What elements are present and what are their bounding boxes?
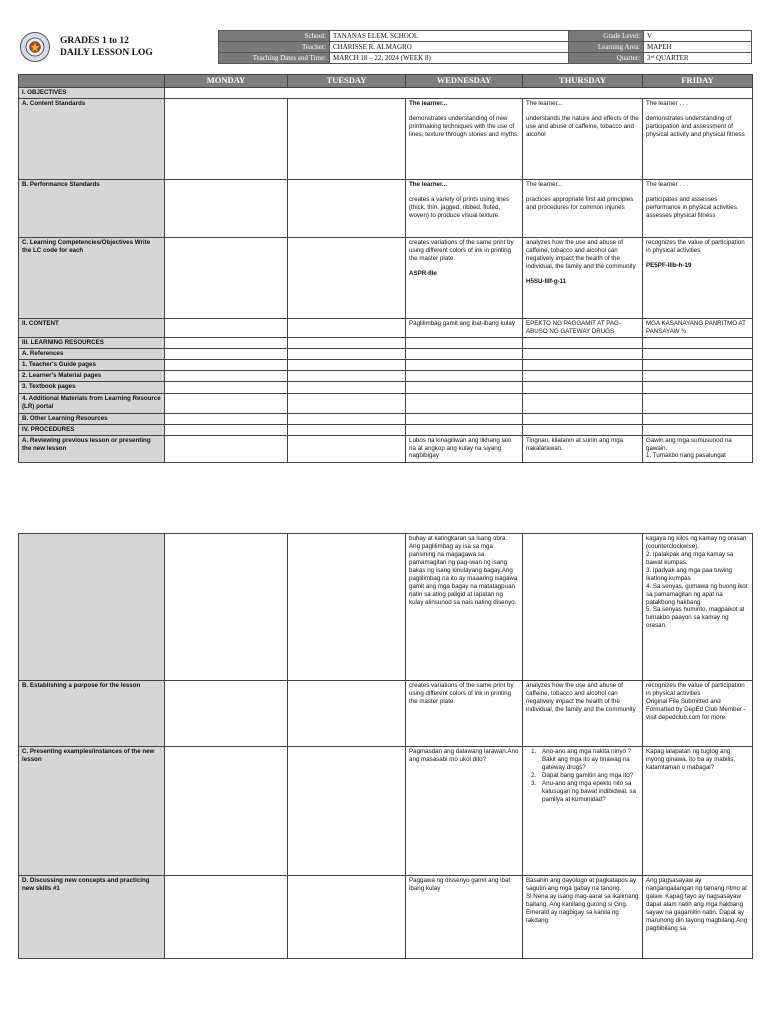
cell-thu [523,747,643,876]
teacher-label: Teacher: [219,42,330,53]
objectives-row [19,88,753,99]
cell-mon [165,435,288,462]
lc-thu-code: H5SU-IIIf-g-11 [526,277,567,285]
day-monday: MONDAY [165,75,288,88]
ps-fri-head: The learner . . . [646,180,688,188]
examples-fri: Kapag ialapatan ng tugtog ang inyong ginawa, ito ba ay mabilis, katamtaman o mabagal? [643,747,753,876]
examples-row [19,747,753,876]
ps-wed-text: creates a variety of prints using lines (thick, thin, jagged, ribbed, fluted, woven) to produce visual texture. [409,195,510,219]
content-wed: Paglilimbag gamit ang ibat-ibang kulay [406,318,523,337]
lc-fri-text: recognizes the value of participation in physical activities [646,238,745,254]
cell-thu [523,876,643,959]
day-friday: FRIDAY [643,75,753,88]
references-row [19,348,753,359]
procedures-row [19,424,753,435]
learners-material-row [19,370,753,381]
content-fri: MGA KASANAYANG PANRITMO AT PANSAYAW ¾ [643,318,753,337]
cell-tue [288,318,406,337]
cell-mon [165,318,288,337]
examples-wed: Pagmasdan ang dalawang larawan.Ano ang masasabi mo ukol dito? [406,747,523,876]
reviewing-label: A. Reviewing previous lesson or presenting the new lesson [19,435,165,462]
cell-mon [165,681,288,747]
reviewing-cont-fri-c: 3. Ipadyak ang mga paa tuwing ikatlong kumpas [646,566,732,582]
reviewing-wed: Lubos na kinagiliwan ang likhang lalo na at angkop ang kulay na siyang nagbibigay [406,435,523,462]
cs-thu-text: understands the nature and effects of the use and abuse of caffeine, tobacco and alcohol [526,114,639,138]
objectives-span [165,88,753,99]
textbook-row [19,381,753,393]
corner-cell [19,75,165,88]
reviewing-cont-fri-d: 4. Sa senyas, gumawa ng buong ikot sa pamamagitan ng apat na patakbong hakbang [646,582,748,606]
page-title [60,35,153,59]
purpose-row [19,681,753,747]
objectives-label: I. OBJECTIVES [19,88,165,99]
reviewing-cont-label [19,534,165,681]
content-thu: EPEKTO NG PAGGAMIT AT PAG-ABUSO NG GATEWAY DRUGS [523,318,643,337]
content-label: II. CONTENT [19,318,165,337]
examples-label: C. Presenting examples/instances of the new lesson [19,747,165,876]
performance-standards-row [19,179,753,237]
content-standards-row [19,98,753,179]
cell-tue [288,179,406,237]
title-line-2: DAILY LESSON LOG [60,48,153,58]
ps-wed-head: The learner... [409,180,448,188]
cell-wed [406,237,523,318]
quarter-label: Quarter: [569,53,644,64]
seal-emblem-icon [24,36,46,58]
discussing-label: D. Discussing new concepts and practicing new skills #1 [19,876,165,959]
header-info-table [218,30,752,64]
cell-mon [165,237,288,318]
reviewing-row [19,435,753,462]
performance-standards-label: B. Performance Standards [19,179,165,237]
competencies-label: C. Learning Competencies/Objectives Write the LC code for each [19,237,165,318]
cell-thu [523,534,643,681]
reviewing-cont-row [19,534,753,681]
discussing-fri: Ang pagsasayaw ay nangangailangan ng tamang ritmo at galaw. Kapag tayo ay nagsasayaw dapat alam natin ang mga hakbang sayaw na gagamitin natin. Dapat ay marunong din tayong magbilang.Ang pagbibilang sa [643,876,753,959]
ps-thu-text: practices appropriate first aid principles and procedures for common injuries [526,195,634,211]
cell-wed [406,98,523,179]
cell-mon [165,98,288,179]
learning-resources-row [19,337,753,348]
cell-tue [288,747,406,876]
grade-label: Grade Level: [569,31,644,42]
discussing-row [19,876,753,959]
teacher-value: CHARISSE R. ALMAGRO [330,42,569,53]
content-row [19,318,753,337]
references-label: A. References [19,348,165,359]
reviewing-cont-fri-b: 2. Ipalakpak ang mga kamay sa bawat kumpas. [646,550,734,566]
title-line-1: GRADES 1 to 12 [60,36,129,46]
ps-thu-head: The learner... [526,180,563,188]
dates-label: Teaching Dates and Time: [219,53,330,64]
list-item: 1. Ano-ano ang mga nakita ninyo ? Bakit ang mga ito ay tinawag na gateway drugs? [538,748,639,772]
reviewing-cont-fri-e: 5. Sa senyas huminto, magpaikot at tumakbo paayon sa kamay ng orasan. [646,606,745,630]
lc-thu-text: analyzes how the use and abuse of caffeine, tobacco and alcohol can negatively impact the health of the individual, the family and the community [526,238,636,270]
ps-fri-text-2: assesses physical fitness [646,211,716,219]
area-value: MAPEH [644,42,752,53]
reviewing-fri: Gawin ang mga sumusunod na gawain. [646,436,732,452]
day-header-row [19,75,753,88]
reviewing-fri-item1: 1. Tumakbo nang pasalungat [646,452,726,460]
competencies-row [19,237,753,318]
reviewing-cont-wed: buhay at katingkaran sa isang obra. Ang paglilimbag ay isa sa mga pansining na magagawa sa pamamagitan ng pag-iwan ng isang bakas ng isang kinulayang bagay.Ang paglilimbag na ito ay maaaring isagawa gamit ang mga bagay na matatagpuan natin sa ating paligid at lapatan ng kulay alinsunod sa nais nating disenyo. [406,534,523,681]
discussing-wed: Paggawa ng dissenyo gamit ang ibat ibang kulay [406,876,523,959]
cell-fri [643,237,753,318]
ps-fri-text: participates and assesses performance in physical activities. [646,195,739,211]
other-resources-row [19,413,753,424]
additional-materials-label: 4. Additional Materials from Learning Resource (LR) portal [19,393,165,413]
purpose-fri-note: Original File Submitted and Formatted by DepEd Club Member - visit depedclub.com for more [646,697,746,721]
cell-tue [288,534,406,681]
cell-thu [523,179,643,237]
cell-thu [523,98,643,179]
cell-tue [288,876,406,959]
reviewing-cont-fri-a: kagaya ng kilos ng kamay ng orasan (counterclockwise). [646,535,747,550]
cell-wed [406,179,523,237]
cs-wed-text: demonstrates understanding of new printmaking techniques with the use of lines, texture through stories and myths. [409,114,519,138]
cell-thu [523,237,643,318]
area-label: Learning Area: [569,42,644,53]
list-item: 3. Anu-ano ang mga epekto nito sa kalusugan ng bawat indibidwal, sa pamilya at kumunidad? [538,780,639,804]
examples-thu-list [526,748,639,804]
cell-fri [643,98,753,179]
cell-mon [165,534,288,681]
cs-fri-head: The learner . . . [646,99,688,107]
learners-material-label: 2. Learner's Material pages [19,370,165,381]
school-value: TANANAS ELEM. SCHOOL [330,31,569,42]
reviewing-thu: Tingnan, kilalanin at suriin ang mga nakalarawan. [523,435,643,462]
day-wednesday: WEDNESDAY [406,75,523,88]
cell-fri [643,435,753,462]
deped-seal-logo [20,32,50,62]
dates-value: MARCH 18 – 22, 2024 (WEEK 8) [330,53,569,64]
cell-fri [643,681,753,747]
list-item: 2. Dapat bang gamitin ang mga ito? [538,772,639,780]
cell-mon [165,876,288,959]
day-tuesday: TUESDAY [288,75,406,88]
purpose-thu: analyzes how the use and abuse of caffeine, tobacco and alcohol can negatively impact the health of the individual, the family and the community [523,681,643,747]
additional-materials-row [19,393,753,413]
cs-fri-text: demonstrates understanding of participation and assessment of physical activity and physical fitness [646,114,745,138]
cell-tue [288,681,406,747]
quarter-value: 3ʳᵈ QUARTER [644,53,752,64]
textbook-label: 3. Textbook pages [19,381,165,393]
learning-resources-label: III. LEARNING RESOURCES [19,337,165,348]
grade-value: V [644,31,752,42]
procedures-label: IV. PROCEDURES [19,424,165,435]
discussing-thu-a: Basahin ang dayologo at pagkatapos ay sagutin ang mga gabay na tanong. [526,877,637,892]
content-standards-label: A. Content Standards [19,98,165,179]
other-resources-label: B. Other Learning Resources [19,413,165,424]
teachers-guide-row [19,359,753,370]
cs-wed-head: The learner... [409,99,448,107]
cell-tue [288,98,406,179]
cs-thu-head: The learner... [526,99,563,107]
lc-fri-code: PE5PF-IIIb-h-19 [646,261,692,269]
cell-mon [165,747,288,876]
lesson-log-table-page2 [18,533,753,959]
lesson-log-table-page1 [18,74,753,463]
purpose-wed: creates variations of the same print by using different colors of ink in printing the master plate. [406,681,523,747]
cell-mon [165,179,288,237]
discussing-thu-b: Si Nena ay isang mag-aaral sa ikalimang baitang. Ang kanilang gurong si Gng. Emerald ay nagbigay sa kanila ng takdang [526,892,639,924]
school-label: School: [219,31,330,42]
purpose-label: B. Establishing a purpose for the lesson [19,681,165,747]
cell-tue [288,237,406,318]
lc-wed-code: ASPR-IIIe [409,269,437,277]
lc-wed-text: creates variations of the same print by using different colors of ink in printing the master plate. [409,238,514,262]
cell-fri [643,179,753,237]
cell-tue [288,435,406,462]
purpose-fri: recognizes the value of participation in physical activities [646,682,745,697]
teachers-guide-label: 1. Teacher's Guide pages [19,359,165,370]
cell-fri [643,534,753,681]
day-thursday: THURSDAY [523,75,643,88]
